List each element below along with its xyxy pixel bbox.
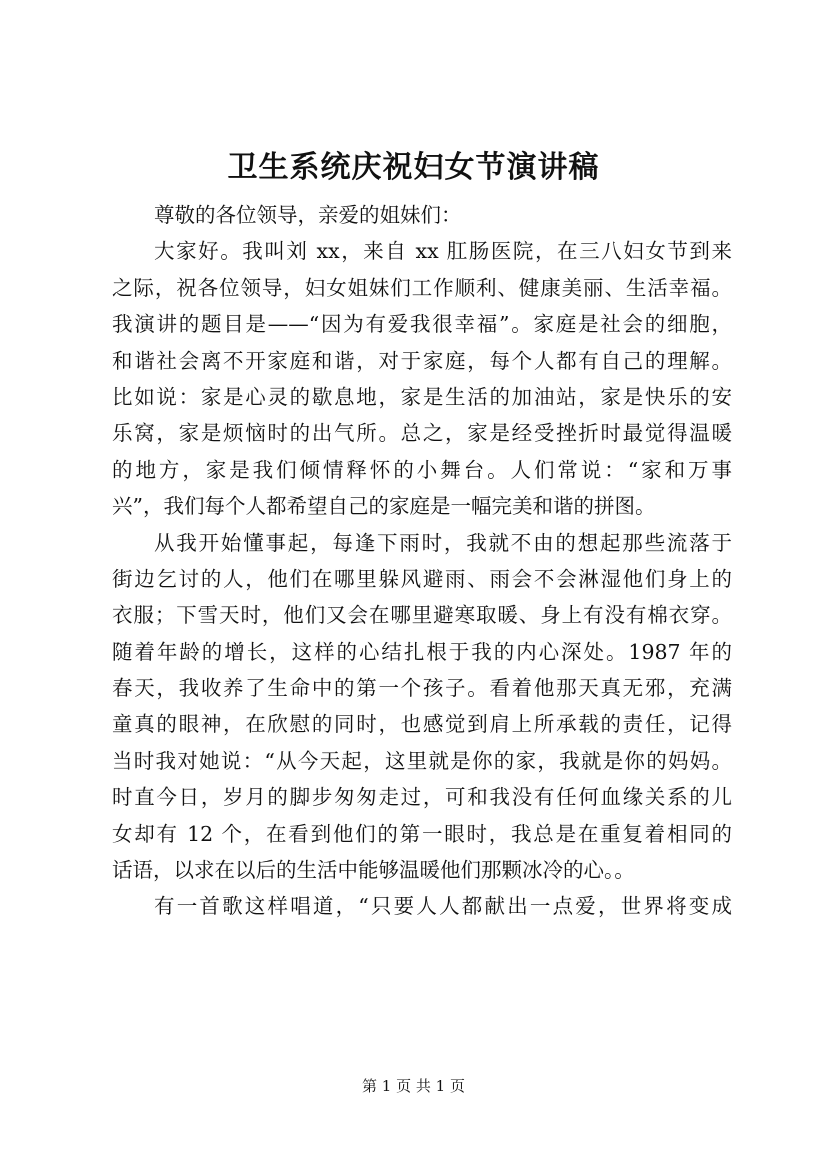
- paragraph-line: 街边乞讨的人，他们在哪里躲风避雨、雨会不会淋湿他们身上的: [112, 566, 732, 591]
- paragraph-line: 我演讲的题目是——“因为有爱我很幸福”。家庭是社会的细胞，: [112, 312, 732, 337]
- paragraph-line: 童真的眼神，在欣慰的同时，也感觉到肩上所承载的责任，记得: [112, 712, 732, 737]
- paragraph-line: 衣服；下雪天时，他们又会在哪里避寒取暖、身上有没有棉衣穿。: [112, 603, 732, 628]
- paragraph-line: 女却有 12 个，在看到他们的第一眼时，我总是在重复着相同的: [112, 821, 732, 846]
- paragraph-line: 大家好。我叫刘 xx，来自 xx 肛肠医院，在三八妇女节到来: [154, 239, 732, 264]
- paragraph-line: 有一首歌这样唱道，“只要人人都献出一点爱，世界将变成: [154, 894, 732, 919]
- paragraph-line: 随着年龄的增长，这样的心结扎根于我的内心深处。1987 年的: [112, 639, 732, 664]
- document-body: [112, 197, 732, 925]
- paragraph-line: 话语，以求在以后的生活中能够温暖他们那颗冰冷的心。。: [112, 858, 635, 883]
- greeting-line: 尊敬的各位领导，亲爱的姐妹们：: [154, 203, 462, 227]
- paragraph-line: 和谐社会离不开家庭和谐，对于家庭，每个人都有自己的理解。: [112, 348, 732, 373]
- paragraph-line: 之际，祝各位领导，妇女姐妹们工作顺利、健康美丽、生活幸福。: [112, 275, 732, 300]
- paragraph-line: 从我开始懂事起，每逢下雨时，我就不由的想起那些流落于: [154, 530, 732, 555]
- paragraph-line: 当时我对她说：“从今天起，这里就是你的家，我就是你的妈妈。: [112, 748, 732, 773]
- paragraph-line: 乐窝，家是烦恼时的出气所。总之，家是经受挫折时最觉得温暖: [112, 421, 732, 446]
- paragraph-line: 春天，我收养了生命中的第一个孩子。看着他那天真无邪，充满: [112, 676, 732, 701]
- paragraph-line: 的地方，家是我们倾情释怀的小舞台。人们常说：“家和万事: [112, 457, 732, 482]
- document-title: 卫生系统庆祝妇女节演讲稿: [227, 150, 600, 185]
- paragraph-line: 比如说：家是心灵的歇息地，家是生活的加油站，家是快乐的安: [112, 384, 732, 409]
- paragraph-line: 兴”，我们每个人都希望自己的家庭是一幅完美和谐的拼图。: [112, 494, 656, 519]
- paragraph-line: 时直今日，岁月的脚步匆匆走过，可和我没有任何血缘关系的儿: [112, 785, 732, 810]
- page-number-footer: 第 1 页 共 1 页: [362, 1077, 465, 1095]
